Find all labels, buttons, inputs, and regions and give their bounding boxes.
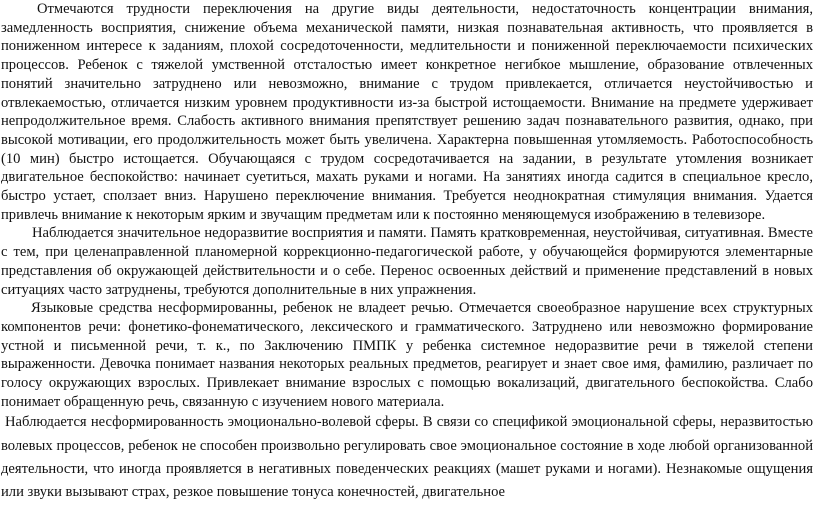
paragraph-attention: Отмечаются трудности переключения на другие виды деятельности, недостаточность концентрации внимания, замедленность восприятия, снижение объема механической памяти, низкая познавательная активность, что проявляется в пониженном интересе к заданиям, плохой сосредоточенности, медлительности и пониженной переключаемости психических процессов. Ребенок с тяжелой умственной отсталостью имеет конкретное негибкое мышление, образование отвлеченных понятий значительно затруднено или невозможно, внимание с трудом привлекается, отличается неустойчивостью и отвлекаемостью, отличается низким уровнем продуктивности из-за быстрой истощаемости. Внимание на предмете удерживает непродолжительное время. Слабость активного внимания препятствует решению задач познавательного развития, однако, при высокой мотивации, его продолжительность может быть увеличена. Характерна повышенная утомляемость. Работоспособность (10 мин) быстро истощается. Обучающаяся с трудом сосредотачивается на задании, в результате утомления возникает двигательное беспокойство: начинает суетиться, махать руками и ногами. На занятиях иногда садится в специальное кресло, быстро устает, сползает вниз. Нарушено переключение внимания. Требуется неоднократная стимуляция внимания. Удается привлечь внимание к некоторым ярким и звучащим предметам или к постоянно меняющемуся изображению в телевизоре. [1,1,813,223]
paragraph-speech: Языковые средства несформированны, ребенок не владеет речью. Отмечается своеобразное нарушение всех структурных компонентов речи: фонетико-фонематического, лексического и грамматического. Затруднено или невозможно формирование устной и письменной речи, т. к., по Заключению ПМПК у ребенка системное недоразвитие речи в тяжелой степени выраженности. Девочка понимает названия некоторых реальных предметов, реагирует и знает свое имя, фамилию, различает по голосу окружающих взрослых. Привлекает внимание взрослых с помощью вокализаций, двигательного беспокойства. Слабо понимает обращенную речь, связанную с изучением нового материала. [1,300,813,410]
paragraph-emotional-sphere: Наблюдается несформированность эмоционально-волевой сферы. В связи со спецификой эмоциональной сферы, неразвитостью волевых процессов, ребенок не способен произвольно регулировать свое эмоциональное состояние в ходе любой организованной деятельности, что иногда проявляется в негативных поведенческих реакциях (машет руками и ногами). Незнакомые ощущения или звуки вызывают страх, резкое повышение тонуса конечностей, двигательное [1,414,813,501]
paragraph-perception-memory: Наблюдается значительное недоразвитие восприятия и памяти. Память кратковременная, неустойчивая, ситуативная. Вместе с тем, при целенаправленной планомерной коррекционно-педагогической работе, у обучающейся формируются элементарные представления об окружающей действительности и о себе. Перенос освоенных действий и применение представлений в новых ситуациях часто затруднены, требуются дополнительные в них упражнения. [1,225,813,298]
